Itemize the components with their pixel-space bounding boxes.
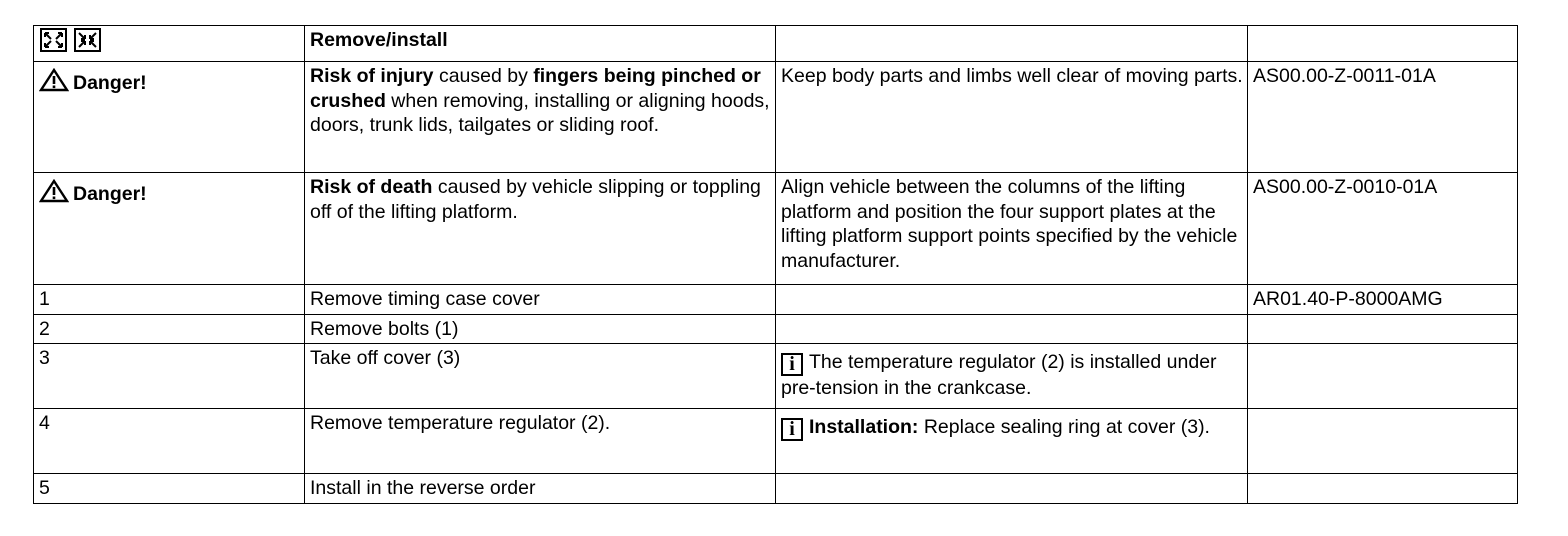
step-text: Install in the reverse order	[305, 474, 776, 504]
danger-reference-link[interactable]: AS00.00-Z-0010-01A	[1248, 173, 1518, 285]
step-note-label: Installation:	[809, 416, 919, 438]
risk-title: Risk of death	[310, 176, 433, 198]
danger-risk-cell	[305, 173, 776, 285]
step-note-cell	[776, 409, 1248, 474]
danger-measure-cell: Keep body parts and limbs well clear of moving parts.	[776, 62, 1248, 173]
risk-text-2: when removing, installing or aligning hoods, doors, trunk lids, tailgates or sliding roof.	[310, 89, 770, 136]
step-number: 4	[34, 409, 305, 474]
info-icon: i	[781, 418, 803, 441]
info-icon: i	[781, 353, 803, 376]
danger-label-cell	[34, 62, 305, 173]
risk-text: caused by vehicle slipping or toppling off of the lifting platform.	[310, 176, 761, 223]
header-empty-cell	[1248, 26, 1518, 62]
danger-measure-cell: Align vehicle between the columns of the lifting platform and position the four support plates at the lifting platform support points specified by the vehicle manufacturer.	[776, 173, 1248, 285]
step-number: 1	[34, 285, 305, 315]
step-number: 3	[34, 344, 305, 409]
risk-text: caused by	[433, 65, 534, 87]
step-note-cell	[776, 474, 1248, 504]
step-reference-link[interactable]: AR01.40-P-8000AMG	[1248, 285, 1518, 315]
danger-risk-cell	[305, 62, 776, 173]
step-row	[34, 314, 1518, 344]
danger-label: Danger!	[73, 183, 147, 205]
warning-triangle-icon	[39, 68, 69, 92]
install-tool-icon	[74, 28, 101, 52]
danger-label: Danger!	[73, 72, 147, 94]
procedure-table	[33, 25, 1518, 504]
header-title: Remove/install	[305, 26, 776, 62]
step-row	[34, 409, 1518, 474]
step-note-text: Replace sealing ring at cover (3).	[918, 416, 1210, 438]
step-reference-cell	[1248, 314, 1518, 344]
risk-title-2: fingers being pinched or crushed	[310, 65, 761, 112]
step-number: 5	[34, 474, 305, 504]
danger-row	[34, 62, 1518, 173]
step-row	[34, 344, 1518, 409]
tool-icons-cell	[34, 26, 305, 62]
table-header-row	[34, 26, 1518, 62]
step-note-cell	[776, 344, 1248, 409]
step-reference-cell	[1248, 474, 1518, 504]
step-row	[34, 285, 1518, 315]
step-note-text: The temperature regulator (2) is installed under pre-tension in the crankcase.	[781, 351, 1217, 399]
step-row	[34, 474, 1518, 504]
step-reference-cell	[1248, 409, 1518, 474]
step-text: Take off cover (3)	[305, 344, 776, 409]
step-text: Remove bolts (1)	[305, 314, 776, 344]
step-reference-cell	[1248, 344, 1518, 409]
step-note-cell	[776, 285, 1248, 315]
header-empty-cell	[776, 26, 1248, 62]
risk-title: Risk of injury	[310, 65, 434, 87]
danger-row	[34, 173, 1518, 285]
remove-tool-icon	[40, 28, 67, 52]
danger-label-cell	[34, 173, 305, 285]
step-text: Remove timing case cover	[305, 285, 776, 315]
warning-triangle-icon	[39, 179, 69, 203]
step-note-cell	[776, 314, 1248, 344]
danger-reference-link[interactable]: AS00.00-Z-0011-01A	[1248, 62, 1518, 173]
step-text: Remove temperature regulator (2).	[305, 409, 776, 474]
step-number: 2	[34, 314, 305, 344]
